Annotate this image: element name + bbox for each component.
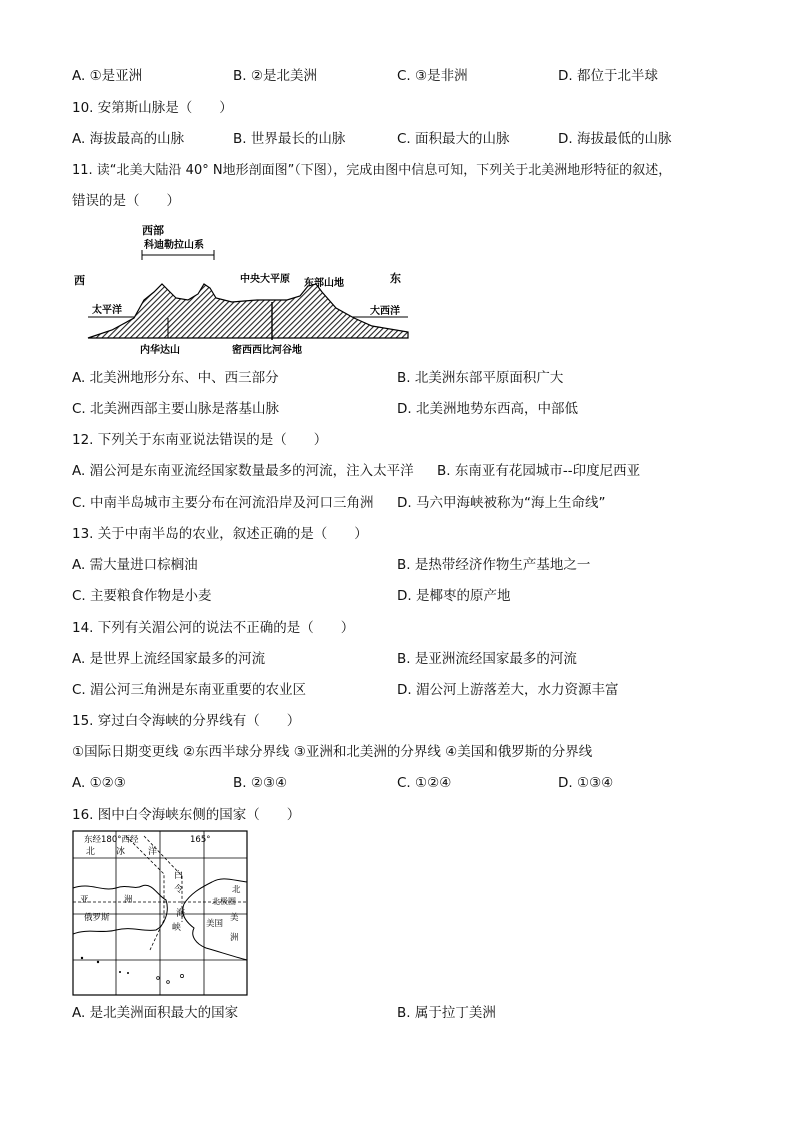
q15-option-d: D. ①③④	[558, 775, 614, 791]
q15-option-a: A. ①②③	[72, 775, 126, 791]
russia-label: 俄罗斯	[84, 913, 110, 923]
lon-label: 东经180°西经	[84, 835, 139, 845]
ling-label: 令	[174, 885, 184, 895]
nevada-label: 内华达山	[140, 345, 180, 356]
atlantic-label: 大西洋	[370, 306, 400, 317]
q14-option-c: C. 湄公河三角洲是东南亚重要的农业区	[72, 682, 307, 698]
zhou-label: 洲	[124, 895, 133, 905]
q13-stem: 13. 关于中南半岛的农业，叙述正确的是（ ）	[72, 526, 368, 542]
q9-option-a: A. ①是亚洲	[72, 68, 143, 84]
bai-label: 白	[174, 871, 184, 881]
q10-option-b: B. 世界最长的山脉	[233, 131, 346, 147]
mei-label: 美	[230, 913, 239, 923]
q15-option-c: C. ①②④	[397, 775, 452, 791]
q11-option-d: D. 北美洲地势东西高，中部低	[397, 401, 578, 417]
q13-option-d: D. 是椰枣的原产地	[397, 588, 511, 604]
q13-option-a: A. 需大量进口棕榈油	[72, 557, 198, 573]
bei-label: 北	[86, 847, 96, 857]
mississippi-label: 密西西比河谷地	[232, 345, 302, 356]
q13-option-b: B. 是热带经济作物生产基地之一	[397, 557, 591, 573]
q11-stem-line1: 11. 读“北美大陆沿 40° N地形剖面图”（下图），完成由图中信息可知，下列关于北美洲地形特征的叙述，	[72, 163, 672, 178]
land-profile	[88, 284, 408, 338]
q12-stem: 12. 下列关于东南亚说法错误的是（ ）	[72, 432, 328, 448]
zhou2-label: 洲	[230, 933, 239, 943]
pacific-label: 太平洋	[92, 305, 122, 316]
yang-label: 洋	[148, 847, 158, 857]
q15-stem: 15. 穿过白令海峡的分界线有（ ）	[72, 713, 301, 729]
bering-strait-map	[72, 830, 248, 996]
ya-label: 亚	[80, 895, 89, 905]
q12-option-c: C. 中南半岛城市主要分布在河流沿岸及河口三角洲	[72, 495, 374, 511]
q14-option-b: B. 是亚洲流经国家最多的河流	[397, 651, 577, 667]
xia-label: 峡	[172, 923, 182, 933]
q15-statements: ①国际日期变更线 ②东西半球分界线 ③亚洲和北美洲的分界线 ④美国和俄罗斯的分界线	[72, 744, 593, 760]
q16-option-b: B. 属于拉丁美洲	[397, 1005, 496, 1021]
q12-option-a: A. 湄公河是东南亚流经国家数量最多的河流，注入太平洋	[72, 463, 414, 479]
central-plain-label: 中央大平原	[240, 274, 290, 285]
q14-option-a: A. 是世界上流经国家最多的河流	[72, 651, 266, 667]
q14-stem: 14. 下列有关湄公河的说法不正确的是（ ）	[72, 620, 355, 636]
q15-option-b: B. ②③④	[233, 775, 288, 791]
q9-option-d: D. 都位于北半球	[558, 68, 658, 84]
q11-option-c: C. 北美洲西部主要山脉是落基山脉	[72, 401, 280, 417]
hai-label: 海	[176, 909, 186, 919]
q14-option-d: D. 湄公河上游落差大，水力资源丰富	[397, 682, 619, 698]
arctic-circle-label: 北极圈	[212, 897, 236, 906]
q12-option-d: D. 马六甲海峡被称为“海上生命线”	[397, 495, 606, 511]
arctic-bei-label: 北	[232, 885, 241, 895]
q9-option-b: B. ②是北美洲	[233, 68, 317, 84]
q11-option-b: B. 北美洲东部平原面积广大	[397, 370, 564, 386]
q10-option-d: D. 海拔最低的山脉	[558, 131, 672, 147]
cordillera-label: 科迪勒拉山系	[144, 240, 204, 251]
lon-165-label: 165°	[190, 835, 211, 845]
q12-option-b: B. 东南亚有花园城市--印度尼西亚	[437, 463, 641, 479]
q13-option-c: C. 主要粮食作物是小麦	[72, 588, 212, 604]
q10-option-a: A. 海拔最高的山脉	[72, 131, 185, 147]
q9-option-c: C. ③是非洲	[397, 68, 468, 84]
q11-stem-line2: 错误的是（ ）	[72, 193, 180, 209]
east-mountains-label: 东部山地	[304, 278, 344, 289]
usa-label: 美国	[206, 919, 224, 929]
q10-stem: 10. 安第斯山脉是（ ）	[72, 100, 233, 116]
west-label: 西	[74, 274, 85, 287]
bing-label: 冰	[116, 847, 126, 857]
terrain-profile-figure	[72, 220, 412, 360]
east-label: 东	[390, 272, 401, 285]
q16-stem: 16. 图中白令海峡东侧的国家（ ）	[72, 807, 301, 823]
q11-option-a: A. 北美洲地形分东、中、西三部分	[72, 370, 279, 386]
q16-option-a: A. 是北美洲面积最大的国家	[72, 1005, 239, 1021]
west-region-label: 西部	[142, 224, 164, 237]
q10-option-c: C. 面积最大的山脉	[397, 131, 510, 147]
